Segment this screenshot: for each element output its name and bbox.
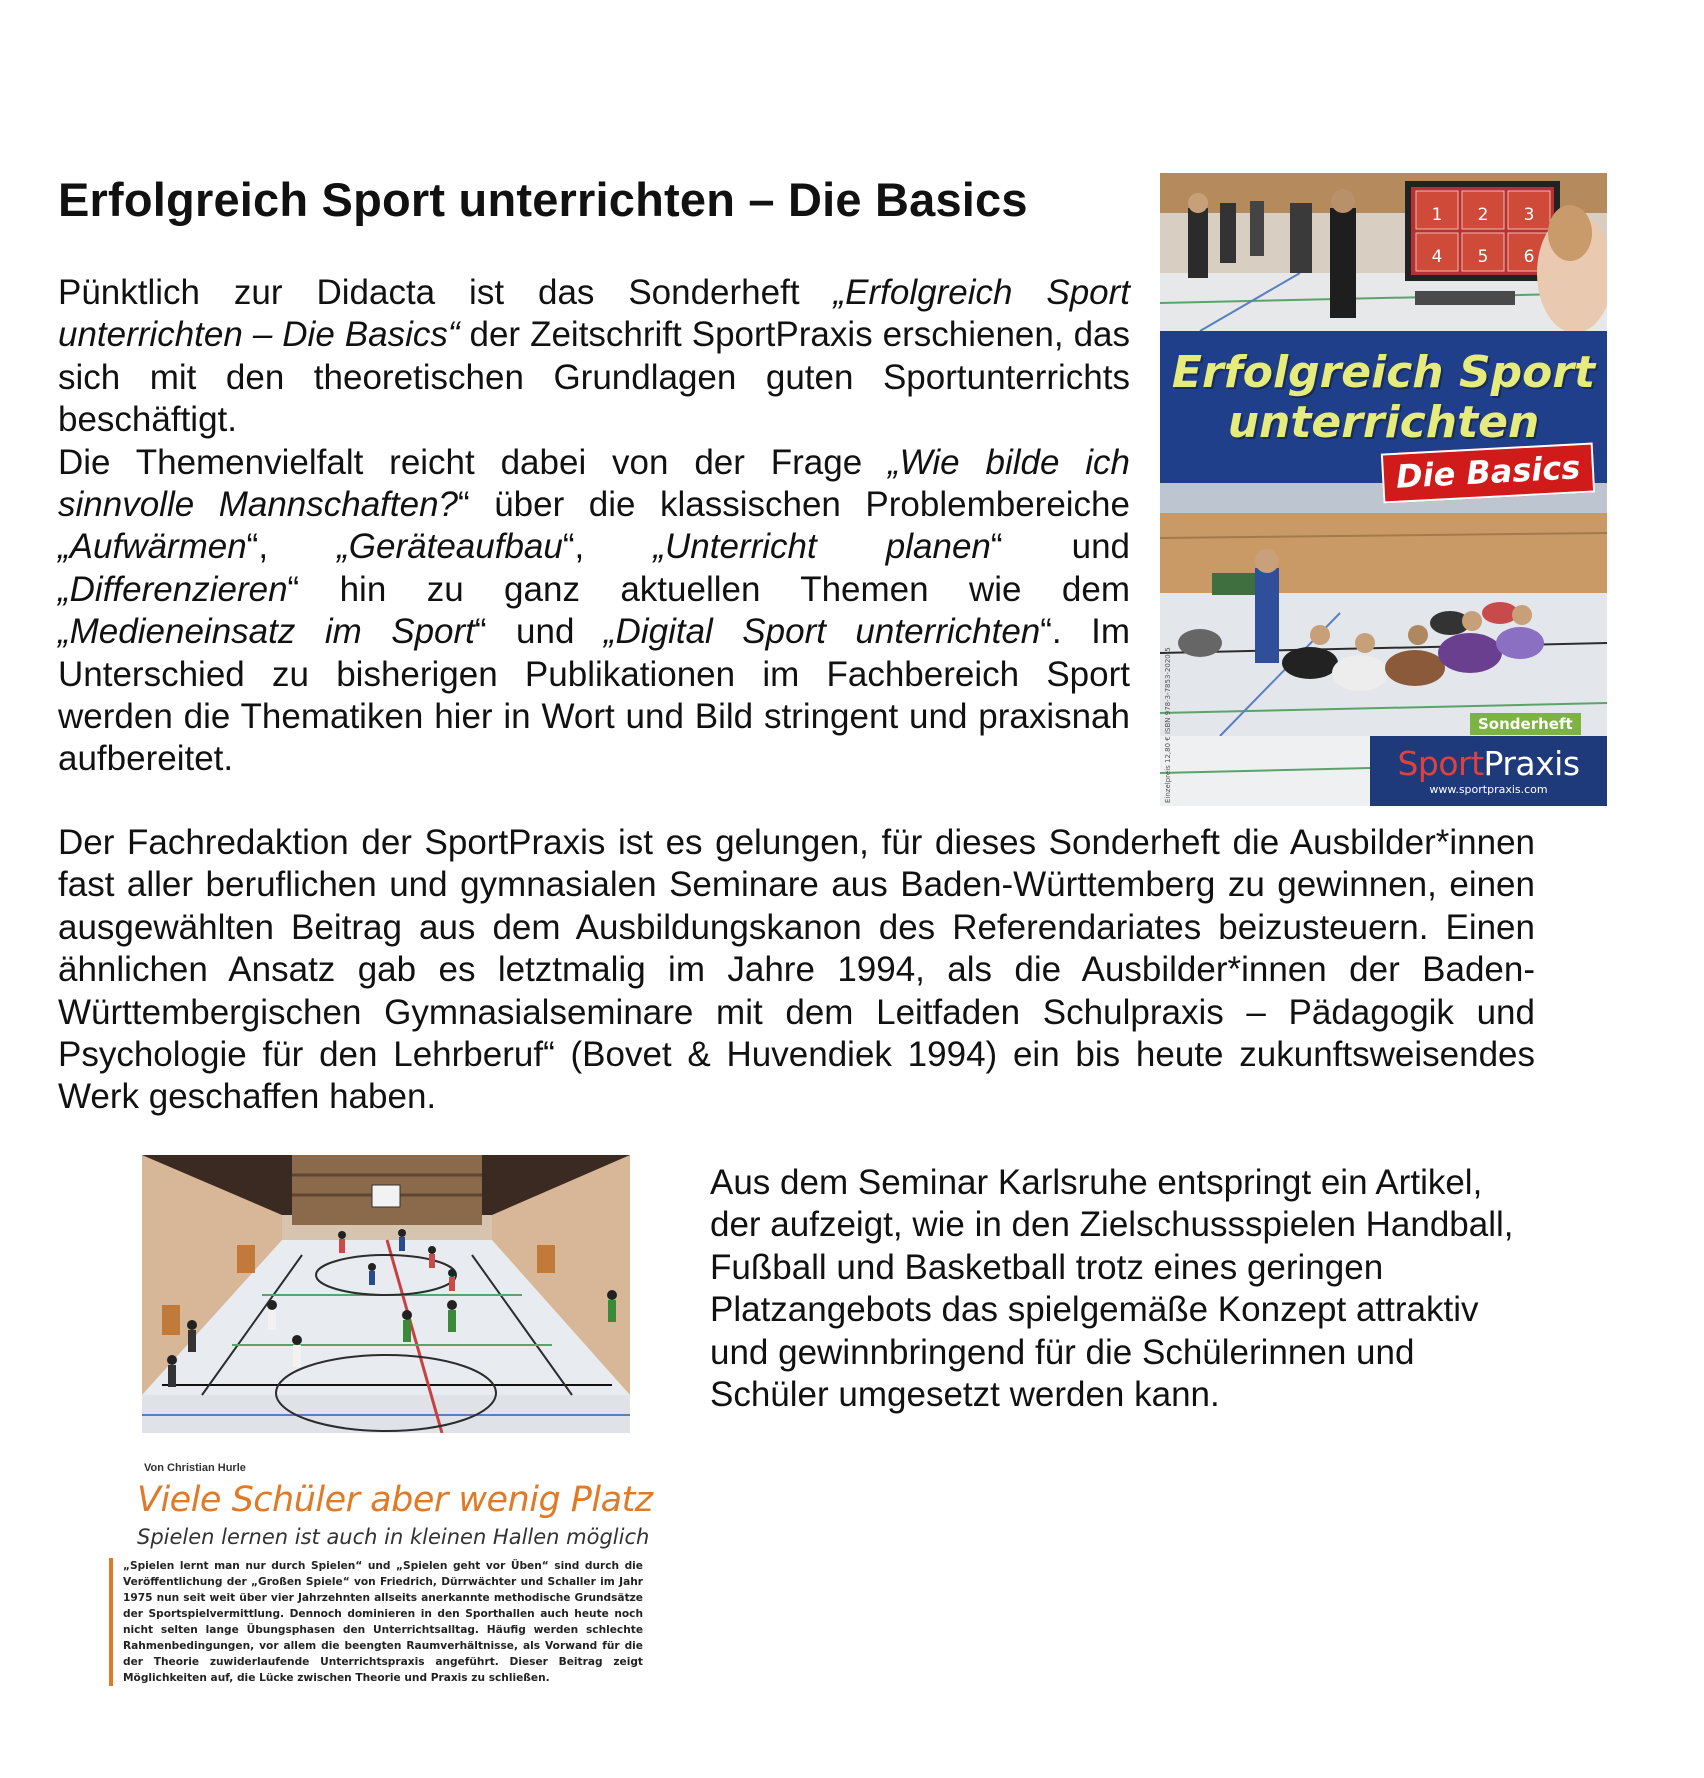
- intro-emph: „Erfolgreich Sport unterrichten – Die Basics“: [58, 273, 1131, 355]
- cover-title-line: unterrichten: [1227, 397, 1540, 448]
- monitor-number: 6: [1523, 247, 1535, 267]
- cover-badge: Die Basics: [1381, 442, 1596, 503]
- body-paragraph: Der Fachredaktion der SportPraxis ist es gelungen, für dieses Sonderheft die Ausbilder*innen fast aller beruflichen und gymnasialen Seminare aus Baden-Württemberg zu gewinnen, einen ausgewählten Beitrag aus dem Ausbildungskanon des Referendariates beizusteuern. Einen ähnlichen Ansatz gab es letztmalig im Jahre 1994, als die Ausbilder*innen der Baden-Württembergischen Gymnasialseminare mit dem Leitfaden Schulpraxis – Pädagogik und Psychologie für den Lehrberuf“ (Bovet & Huvendiek 1994) ein bis heute zukunftsweisendes Werk geschaffen haben.: [58, 823, 1535, 1117]
- intro-text: Die Themenvielfalt reicht dabei von der Frage: [58, 442, 889, 482]
- article-body: „Spielen lernt man nur durch Spielen“ und „Spielen geht vor Üben“ sind durch die Veröffentlichung der „Großen Spiele“ von Friedrich, Dürrwächter und Schaller im Jahr 1975 nun seit weit über vier Jahrzehnten allseits anerkannte methodische Grundsätze der Sportspielvermittlung. Dennoch dominieren in den Sporthallen auch heute noch nicht selten lange Übungsphasen den Unterrichtsalltag. Häufig werden schlechte Rahmenbedingungen, vor allem die beengten Raumverhältnisse, als Vorwand für die der Theorie zuwiderlaufende Unterrichtspraxis angeführt. Dieser Beitrag zeigt Möglichkeiten auf, die Lücke zwischen Theorie und Praxis zu schließen.: [109, 1558, 643, 1686]
- monitor-number: 4: [1431, 247, 1443, 267]
- intro-text: “,: [562, 527, 654, 567]
- intro-paragraph: [58, 272, 1130, 781]
- article-subtitle: Spielen lernen ist auch in kleinen Hallen möglich: [137, 1525, 650, 1549]
- intro-text: “,: [246, 527, 338, 567]
- monitor-number: 3: [1523, 205, 1535, 225]
- intro-emph: „Aufwärmen: [58, 527, 247, 567]
- monitor-number: 5: [1477, 247, 1489, 267]
- gym-hall-photo: [142, 1155, 630, 1433]
- intro-text: “ über die klassischen Problembereiche: [458, 485, 1130, 525]
- monitor-number: 1: [1431, 205, 1443, 225]
- magazine-cover-image: [1160, 173, 1607, 806]
- article-excerpt-image: [75, 1155, 675, 1725]
- intro-emph: „Geräteaufbau: [337, 527, 563, 567]
- intro-emph: „Wie bilde ich sinnvolle Mannschaften?: [58, 442, 1130, 525]
- brand-name-part: Sport: [1397, 744, 1484, 783]
- cover-sonderheft-tag: Sonderheft: [1470, 713, 1581, 735]
- monitor-number: 2: [1477, 205, 1489, 225]
- intro-emph: „Digital Sport unterrichten: [603, 612, 1041, 652]
- cover-url: www.sportpraxis.com: [1429, 783, 1548, 796]
- article-author: Von Christian Hurle: [144, 1462, 246, 1474]
- intro-emph: „Unterricht planen: [653, 527, 991, 567]
- intro-text: “ hin zu ganz aktuellen Themen wie dem: [287, 569, 1130, 609]
- cover-brand-logo: [1370, 736, 1607, 806]
- intro-text: der Zeitschrift SportPraxis erschienen, das sich mit den theoretischen Grundlagen guten Sportunterrichts beschäftigt.: [58, 315, 1130, 440]
- cover-title: [1160, 348, 1607, 448]
- intro-text: “ und: [474, 612, 604, 652]
- intro-text: “ und: [990, 527, 1131, 567]
- intro-emph: „Differenzieren: [58, 569, 288, 609]
- page-title: Erfolgreich Sport unterrichten – Die Basics: [58, 173, 1028, 226]
- brand-name-part: Praxis: [1483, 744, 1580, 783]
- article-title: Viele Schüler aber wenig Platz: [137, 1480, 653, 1520]
- intro-emph: „Medieneinsatz im Sport: [58, 612, 475, 652]
- brand-name: [1370, 744, 1607, 783]
- intro-text: Pünktlich zur Didacta ist das Sonderheft: [58, 273, 834, 312]
- cover-barcode-text: Einzelpreis 12,80 € ISBN 978-3-7853-2020-5: [1164, 647, 1172, 803]
- cover-title-line: Erfolgreich Sport: [1171, 347, 1596, 398]
- intro-text: “. Im Unterschied zu bisherigen Publikationen im Fachbereich Sport werden die Thematiken hier in Wort und Bild stringent und praxisnah aufbereitet.: [58, 612, 1131, 779]
- body-paragraph: Aus dem Seminar Karlsruhe entspringt ein Artikel, der aufzeigt, wie in den Zielschussspielen Handball, Fußball und Basketball trotz eines geringen Platzangebots das spielgemäße Konzept attraktiv und gewinnbringend für die Schülerinnen und Schüler umgesetzt werden kann.: [710, 1163, 1514, 1415]
